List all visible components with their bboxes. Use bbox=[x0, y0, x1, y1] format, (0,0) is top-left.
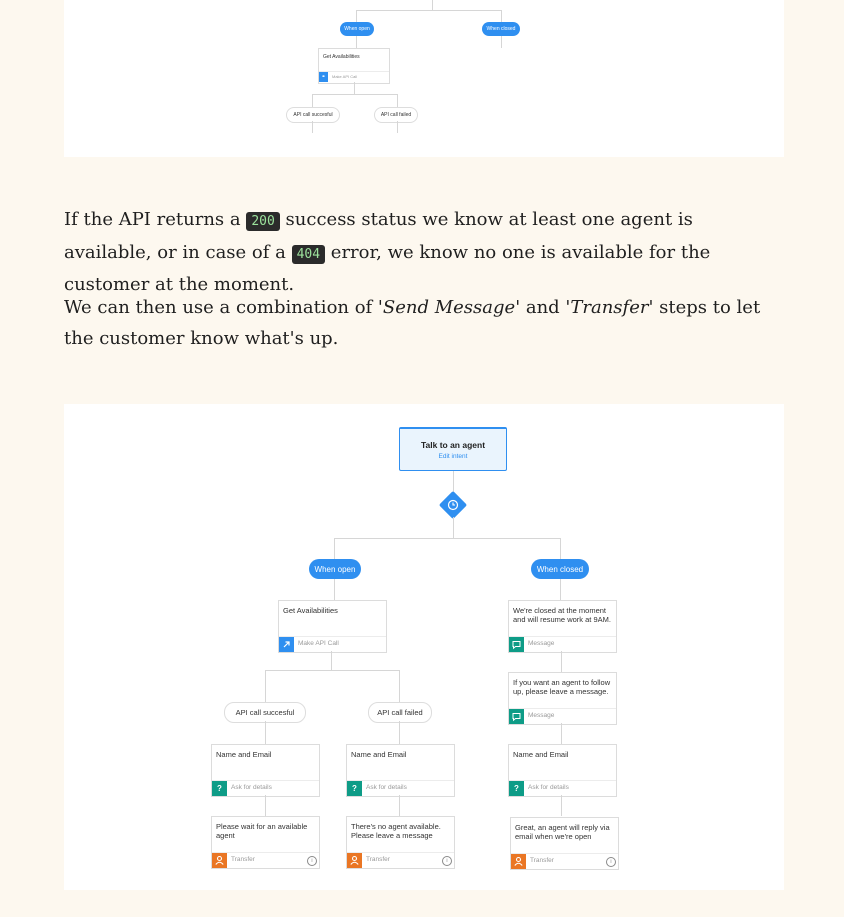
connector bbox=[397, 94, 398, 108]
question-icon: ? bbox=[509, 781, 524, 796]
card-title: Name and Email bbox=[216, 750, 272, 759]
connector bbox=[501, 10, 502, 22]
card-title: We're closed at the moment and will resume work at 9AM. bbox=[513, 606, 611, 624]
transfer-card[interactable] bbox=[211, 816, 320, 869]
footer-label: Make API Call bbox=[298, 640, 339, 647]
connector bbox=[432, 0, 433, 10]
text: ' and ' bbox=[515, 297, 571, 318]
text: If the API returns a bbox=[64, 209, 247, 230]
card-title: If you want an agent to follow up, please leave a message. bbox=[513, 678, 611, 696]
connector bbox=[265, 721, 266, 744]
connector bbox=[399, 721, 400, 744]
card-footer bbox=[212, 780, 319, 796]
connector bbox=[265, 670, 266, 702]
connector bbox=[356, 36, 357, 48]
connector bbox=[356, 10, 502, 11]
code-200: 200 bbox=[246, 212, 279, 231]
when-open-pill[interactable]: When open bbox=[340, 22, 374, 36]
text: success status we know at least one agent is available, or in case of a bbox=[64, 209, 693, 263]
transfer-card[interactable] bbox=[346, 816, 455, 869]
connector bbox=[356, 10, 357, 22]
card-footer bbox=[509, 780, 616, 796]
connector bbox=[312, 121, 313, 133]
connector bbox=[312, 94, 398, 95]
connector bbox=[453, 471, 454, 493]
card-title: Great, an agent will reply via email when we're open bbox=[515, 823, 610, 841]
intent-card[interactable] bbox=[399, 427, 507, 471]
get-availabilities-card[interactable] bbox=[278, 600, 387, 653]
link-icon bbox=[279, 637, 294, 652]
footer-label: Message bbox=[528, 640, 555, 647]
flow-diagram bbox=[64, 404, 784, 890]
connector bbox=[561, 723, 562, 744]
card-footer bbox=[347, 780, 454, 796]
message-icon bbox=[509, 709, 524, 724]
message-icon bbox=[509, 637, 524, 652]
card-footer bbox=[212, 852, 319, 868]
person-icon bbox=[511, 854, 526, 869]
ask-details-card[interactable] bbox=[508, 744, 617, 797]
api-failed-pill[interactable]: API call failed bbox=[368, 702, 432, 723]
connector bbox=[453, 517, 454, 538]
paragraph-api-status bbox=[64, 205, 764, 301]
emphasis-send-message: Send Message bbox=[382, 297, 516, 318]
footer-label: Transfer bbox=[366, 856, 390, 863]
connector bbox=[399, 670, 400, 702]
connector bbox=[560, 579, 561, 600]
question-icon: ? bbox=[347, 781, 362, 796]
when-closed-pill[interactable]: When closed bbox=[482, 22, 520, 36]
connector bbox=[312, 94, 313, 108]
footer-label: Transfer bbox=[530, 857, 554, 864]
api-success-pill[interactable]: API call succesful bbox=[286, 107, 340, 123]
connector bbox=[399, 795, 400, 816]
ask-details-card[interactable] bbox=[346, 744, 455, 797]
clock-icon bbox=[447, 499, 459, 511]
connector bbox=[561, 651, 562, 672]
footer-label: Message bbox=[528, 712, 555, 719]
card-footer bbox=[509, 708, 616, 724]
connector bbox=[354, 82, 355, 94]
link-icon: ⚭ bbox=[319, 72, 328, 82]
connector bbox=[334, 579, 335, 600]
person-icon bbox=[347, 853, 362, 868]
card-title: Get Availabilities bbox=[283, 606, 338, 615]
footer-label: Ask for details bbox=[231, 784, 272, 791]
paragraph-steps bbox=[64, 293, 764, 354]
card-footer bbox=[509, 636, 616, 652]
message-card[interactable] bbox=[508, 600, 617, 653]
info-icon[interactable]: i bbox=[442, 856, 452, 866]
person-icon bbox=[212, 853, 227, 868]
card-footer bbox=[279, 636, 386, 652]
connector bbox=[265, 670, 400, 671]
emphasis-transfer: Transfer' bbox=[570, 297, 654, 318]
question-icon: ? bbox=[212, 781, 227, 796]
card-title: Name and Email bbox=[351, 750, 407, 759]
connector bbox=[560, 538, 561, 559]
get-availabilities-card[interactable] bbox=[318, 48, 390, 84]
connector bbox=[561, 795, 562, 816]
card-title: There's no agent available. Please leave a message bbox=[351, 822, 441, 840]
text: steps to let the customer know what's up. bbox=[64, 297, 761, 349]
card-title: Please wait for an available agent bbox=[216, 822, 308, 840]
connector bbox=[331, 651, 332, 670]
connector bbox=[265, 795, 266, 816]
card-footer bbox=[511, 853, 618, 869]
footer-label: Make API Call bbox=[332, 74, 358, 79]
ask-details-card[interactable] bbox=[211, 744, 320, 797]
connector bbox=[334, 538, 561, 539]
card-title: Get Availabilities bbox=[323, 54, 360, 60]
when-closed-pill[interactable]: When closed bbox=[531, 559, 589, 579]
connector bbox=[334, 538, 335, 559]
api-success-pill[interactable]: API call succesful bbox=[224, 702, 306, 723]
card-footer bbox=[347, 852, 454, 868]
card-title: Name and Email bbox=[513, 750, 569, 759]
edit-intent-link[interactable]: Edit intent bbox=[438, 453, 468, 460]
info-icon[interactable]: i bbox=[307, 856, 317, 866]
text: error, we know no one is available for the customer at the moment. bbox=[64, 241, 711, 295]
info-icon[interactable]: i bbox=[606, 857, 616, 867]
footer-label: Transfer bbox=[231, 856, 255, 863]
text: We can then use a combination of ' bbox=[64, 297, 383, 318]
message-card[interactable] bbox=[508, 672, 617, 725]
transfer-card[interactable] bbox=[510, 817, 619, 870]
footer-label: Ask for details bbox=[366, 784, 407, 791]
when-open-pill[interactable]: When open bbox=[309, 559, 361, 579]
intent-title: Talk to an agent bbox=[420, 440, 486, 450]
connector bbox=[397, 121, 398, 133]
code-404: 404 bbox=[292, 245, 325, 264]
connector bbox=[501, 36, 502, 48]
footer-label: Ask for details bbox=[528, 784, 569, 791]
flow-diagram-top bbox=[64, 0, 784, 157]
api-failed-pill[interactable]: API call failed bbox=[374, 107, 418, 123]
